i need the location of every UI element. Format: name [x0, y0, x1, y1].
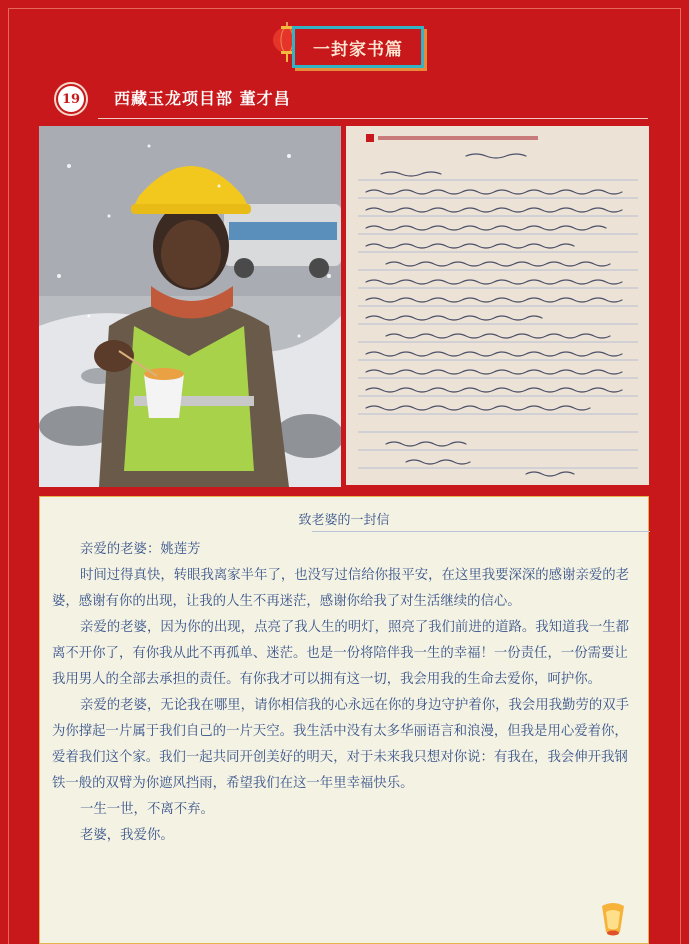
letter-paragraph: 一生一世，不离不弃。	[80, 802, 214, 817]
handwritten-letter-photo	[346, 126, 649, 485]
header	[0, 0, 689, 120]
author-underline	[98, 118, 648, 119]
worker-photo	[39, 126, 341, 487]
letter-title: 致老婆的一封信	[298, 513, 390, 528]
letter-transcription-card	[39, 496, 649, 944]
letter-body	[52, 537, 638, 849]
letter-paragraph: 亲爱的老婆，因为你的出现，点亮了我人生的明灯，照亮了我们前进的道路。我知道我一生都离不开你了，有你我从此不再孤单、迷茫。也是一份将陪伴我一生的幸福！一份责任，一份需要让我用男人的全部去承担的责任。有你我才可以拥有这一切，我会用我的生命去爱你，呵护你。	[52, 620, 630, 687]
author-line: 西藏玉龙项目部 董才昌	[114, 89, 291, 108]
letter-salutation: 亲爱的老婆：姚莲芳	[80, 542, 201, 557]
entry-number: 19	[58, 86, 84, 112]
letter-closing: 老婆，我爱你。	[80, 828, 174, 843]
letter-title-rule	[312, 531, 650, 532]
letter-paragraph: 亲爱的老婆，无论我在哪里，请你相信我的心永远在你的身边守护着你，我会用我勤劳的双手为你撑起一片属于我们自己的一片天空。我生活中没有太多华丽语言和浪漫，但我是用心爱着你，爱着我们这个家。我们一起共同开创美好的明天，对于未来我只想对你说：有我在，我会伸开我钢铁一般的双臂为你遮风挡雨，希望我们在这一年里幸福快乐。	[52, 698, 630, 791]
sky-lantern-icon	[598, 902, 628, 938]
section-title-box	[292, 26, 424, 68]
section-title: 一封家书篇	[313, 39, 403, 60]
letter-paragraph: 时间过得真快，转眼我离家半年了，也没写过信给你报平安，在这里我要深深的感谢亲爱的老婆，感谢有你的出现，让我的人生不再迷茫，感谢你给我了对生活继续的信心。	[52, 568, 630, 609]
entry-number-badge	[54, 82, 88, 116]
